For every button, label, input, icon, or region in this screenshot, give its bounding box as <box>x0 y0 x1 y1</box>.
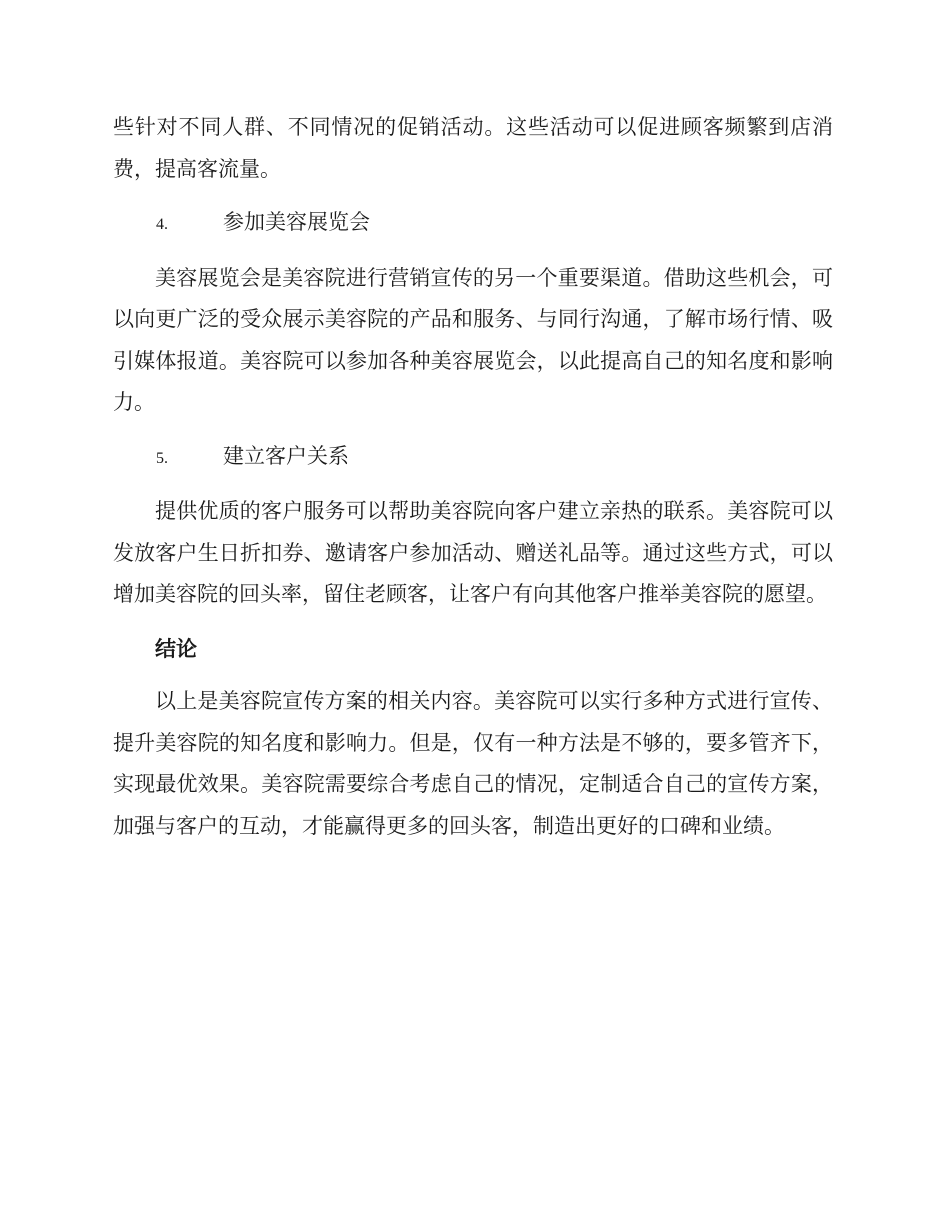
document-page <box>113 107 833 847</box>
conclusion-heading: 结论 <box>155 635 197 661</box>
customer-relations-paragraph: 提供优质的客户服务可以帮助美容院向客户建立亲热的联系。美容院可以发放客户生日折扣券、邀请客户参加活动、赠送礼品等。通过这些方式，可以增加美容院的回头率，留住老顾客，让客户有向其他客户推举美容院的愿望。 <box>113 499 833 606</box>
list-number: 4. <box>156 216 168 233</box>
intro-paragraph: 些针对不同人群、不同情况的促销活动。这些活动可以促进顾客频繁到店消费，提高客流量。 <box>113 115 833 181</box>
exhibition-paragraph: 美容展览会是美容院进行营销宣传的另一个重要渠道。借助这些机会，可以向更广泛的受众展示美容院的产品和服务、与同行沟通，了解市场行情、吸引媒体报道。美容院可以参加各种美容展览会，以此提高自己的知名度和影响力。 <box>113 265 833 414</box>
list-item-5 <box>113 436 833 480</box>
conclusion-paragraph: 以上是美容院宣传方案的相关内容。美容院可以实行多种方式进行宣传、提升美容院的知名度和影响力。但是，仅有一种方法是不够的，要多管齐下，实现最优效果。美容院需要综合考虑自己的情况，定制适合自己的宣传方案，加强与客户的互动，才能赢得更多的回头客，制造出更好的口碑和业绩。 <box>113 689 833 838</box>
list-item-4 <box>113 202 833 246</box>
list-item-title: 参加美容展览会 <box>223 210 370 234</box>
list-number: 5. <box>156 449 168 467</box>
list-item-title: 建立客户关系 <box>223 443 349 468</box>
